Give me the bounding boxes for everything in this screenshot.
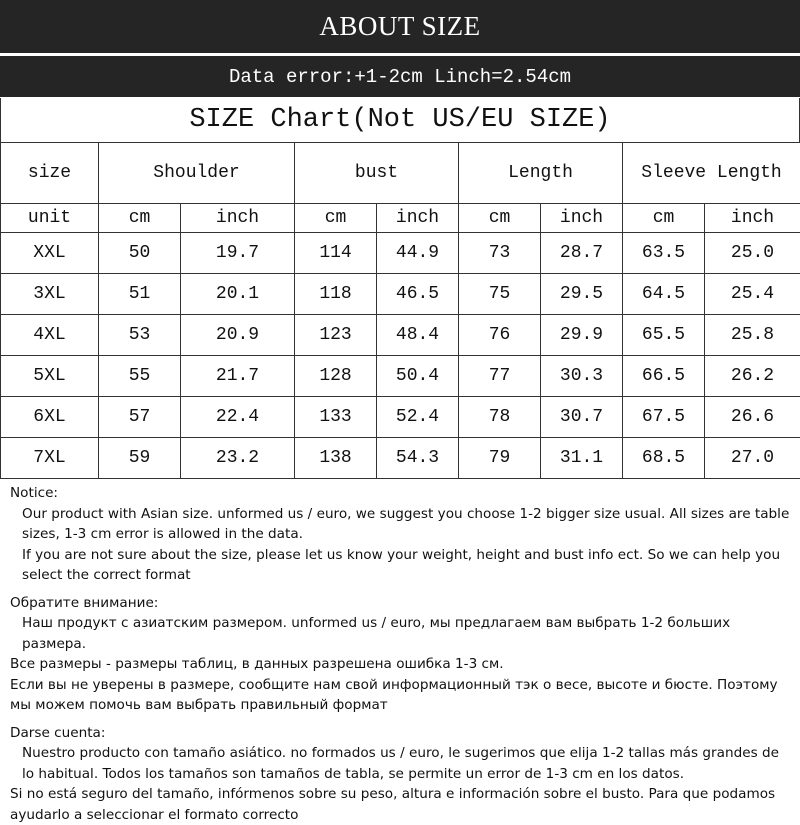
header-shoulder: Shoulder xyxy=(99,143,295,204)
header-title: ABOUT SIZE xyxy=(0,0,800,53)
cell-length-cm: 76 xyxy=(459,315,541,356)
cell-size: 3XL xyxy=(1,274,99,315)
cell-shoulder-cm: 55 xyxy=(99,356,181,397)
cell-sleeve-inch: 25.8 xyxy=(705,315,800,356)
cell-bust-cm: 118 xyxy=(295,274,377,315)
cell-sleeve-inch: 26.6 xyxy=(705,397,800,438)
cell-size: 6XL xyxy=(1,397,99,438)
cell-shoulder-inch: 21.7 xyxy=(181,356,295,397)
cell-bust-inch: 48.4 xyxy=(377,315,459,356)
cell-length-cm: 77 xyxy=(459,356,541,397)
unit-inch: inch xyxy=(377,204,459,233)
cell-shoulder-cm: 50 xyxy=(99,233,181,274)
unit-inch: inch xyxy=(705,204,800,233)
cell-bust-inch: 44.9 xyxy=(377,233,459,274)
cell-size: 4XL xyxy=(1,315,99,356)
table-row xyxy=(1,233,800,274)
cell-shoulder-cm: 51 xyxy=(99,274,181,315)
cell-shoulder-cm: 57 xyxy=(99,397,181,438)
cell-shoulder-inch: 19.7 xyxy=(181,233,295,274)
cell-size: XXL xyxy=(1,233,99,274)
notice-paragraph: Si no está seguro del tamaño, infórmenos sobre su peso, altura e información sobre el busto. Para que podamos ayudarlo a seleccionar el formato correcto xyxy=(10,784,795,825)
cell-sleeve-inch: 26.2 xyxy=(705,356,800,397)
cell-shoulder-inch: 20.1 xyxy=(181,274,295,315)
cell-bust-inch: 46.5 xyxy=(377,274,459,315)
unit-inch: inch xyxy=(181,204,295,233)
cell-bust-cm: 133 xyxy=(295,397,377,438)
cell-sleeve-cm: 64.5 xyxy=(623,274,705,315)
cell-sleeve-inch: 25.4 xyxy=(705,274,800,315)
cell-bust-cm: 138 xyxy=(295,438,377,479)
notice-heading-ru: Обратите внимание: xyxy=(10,593,795,614)
table-row xyxy=(1,315,800,356)
size-chart-title: SIZE Chart(Not US/EU SIZE) xyxy=(0,98,800,142)
cell-length-inch: 29.5 xyxy=(541,274,623,315)
unit-label: unit xyxy=(1,204,99,233)
cell-length-inch: 28.7 xyxy=(541,233,623,274)
cell-sleeve-cm: 67.5 xyxy=(623,397,705,438)
cell-size: 7XL xyxy=(1,438,99,479)
cell-shoulder-cm: 59 xyxy=(99,438,181,479)
cell-bust-cm: 123 xyxy=(295,315,377,356)
cell-sleeve-cm: 63.5 xyxy=(623,233,705,274)
notice-paragraph: If you are not sure about the size, please let us know your weight, height and bust info ect. So we can help you select the correct format xyxy=(10,545,795,586)
table-row xyxy=(1,356,800,397)
cell-length-cm: 78 xyxy=(459,397,541,438)
cell-bust-cm: 114 xyxy=(295,233,377,274)
cell-bust-inch: 52.4 xyxy=(377,397,459,438)
cell-length-inch: 30.3 xyxy=(541,356,623,397)
unit-cm: cm xyxy=(623,204,705,233)
unit-cm: cm xyxy=(295,204,377,233)
cell-bust-inch: 50.4 xyxy=(377,356,459,397)
cell-size: 5XL xyxy=(1,356,99,397)
unit-cm: cm xyxy=(459,204,541,233)
notes-section xyxy=(10,483,795,825)
notice-paragraph: Если вы не уверены в размере, сообщите нам свой информационный тэк о весе, высоте и бюсте. Поэтому мы можем помочь вам выбрать правильный формат xyxy=(10,675,795,716)
cell-shoulder-inch: 20.9 xyxy=(181,315,295,356)
table-unit-row xyxy=(1,204,800,233)
cell-shoulder-cm: 53 xyxy=(99,315,181,356)
table-header-row xyxy=(1,143,800,204)
header-sleeve-length: Sleeve Length xyxy=(623,143,800,204)
notice-paragraph: Nuestro producto con tamaño asiático. no formados us / euro, le sugerimos que elija 1-2 tallas más grandes de lo habitual. Todos los tamaños son tamaños de tabla, se permite un error de 1-3 cm en los datos. xyxy=(10,743,795,784)
size-table xyxy=(0,142,800,479)
cell-sleeve-cm: 68.5 xyxy=(623,438,705,479)
cell-sleeve-cm: 66.5 xyxy=(623,356,705,397)
notice-heading-es: Darse cuenta: xyxy=(10,723,795,744)
cell-sleeve-inch: 25.0 xyxy=(705,233,800,274)
cell-length-inch: 31.1 xyxy=(541,438,623,479)
cell-shoulder-inch: 23.2 xyxy=(181,438,295,479)
unit-inch: inch xyxy=(541,204,623,233)
cell-shoulder-inch: 22.4 xyxy=(181,397,295,438)
table-row xyxy=(1,274,800,315)
header-subtitle: Data error:+1-2cm Linch=2.54cm xyxy=(0,56,800,97)
cell-bust-inch: 54.3 xyxy=(377,438,459,479)
cell-length-cm: 79 xyxy=(459,438,541,479)
cell-length-cm: 73 xyxy=(459,233,541,274)
header-bust: bust xyxy=(295,143,459,204)
unit-cm: cm xyxy=(99,204,181,233)
cell-length-inch: 29.9 xyxy=(541,315,623,356)
cell-length-cm: 75 xyxy=(459,274,541,315)
cell-sleeve-inch: 27.0 xyxy=(705,438,800,479)
cell-length-inch: 30.7 xyxy=(541,397,623,438)
table-row xyxy=(1,397,800,438)
notice-paragraph: Все размеры - размеры таблиц, в данных разрешена ошибка 1-3 см. xyxy=(10,654,795,675)
notice-heading-en: Notice: xyxy=(10,483,795,504)
table-row xyxy=(1,438,800,479)
cell-bust-cm: 128 xyxy=(295,356,377,397)
header-size: size xyxy=(1,143,99,204)
cell-sleeve-cm: 65.5 xyxy=(623,315,705,356)
header-length: Length xyxy=(459,143,623,204)
notice-paragraph: Our product with Asian size. unformed us / euro, we suggest you choose 1-2 bigger size usual. All sizes are table sizes, 1-3 cm error is allowed in the data. xyxy=(10,504,795,545)
notice-paragraph: Наш продукт с азиатским размером. unformed us / euro, мы предлагаем вам выбрать 1-2 больших размера. xyxy=(10,613,795,654)
